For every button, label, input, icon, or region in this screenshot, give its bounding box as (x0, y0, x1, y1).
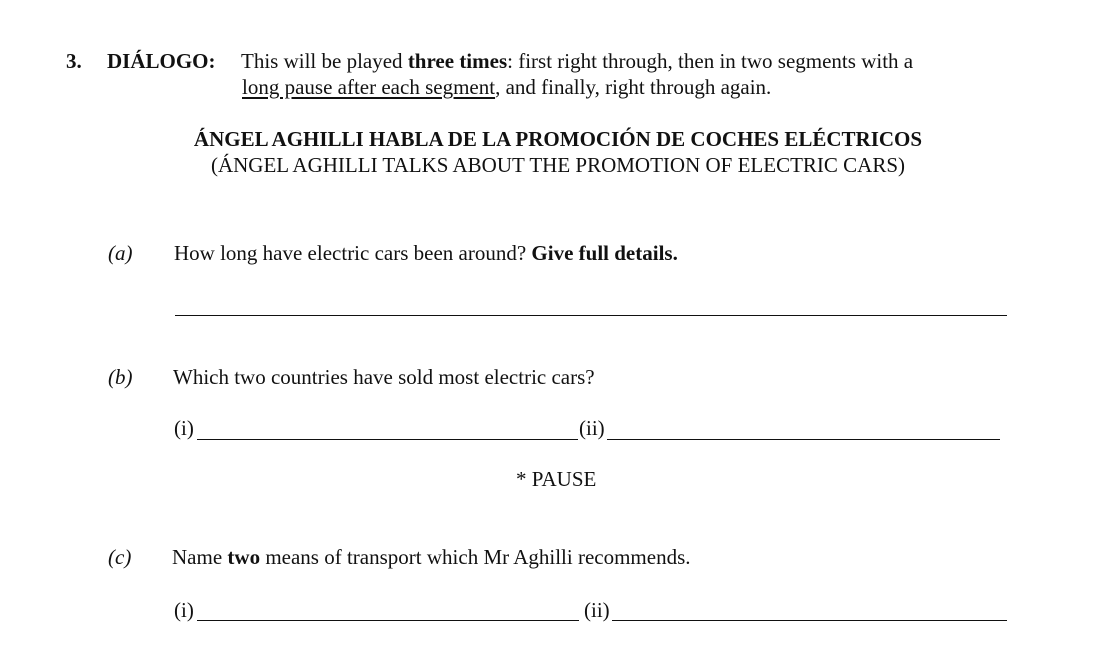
instructions-line-1 (241, 49, 913, 74)
pause-marker: * PAUSE (516, 467, 597, 491)
part-a-emphasis: Give full details. (531, 241, 678, 265)
title-spanish: ÁNGEL AGHILLI HABLA DE LA PROMOCIÓN DE COCHES ELÉCTRICOS (193, 127, 923, 151)
part-c-answer-i-line[interactable] (197, 620, 579, 621)
part-c-answer-ii-line[interactable] (612, 620, 1007, 621)
part-a-label: (a) (108, 241, 133, 265)
title-english: (ÁNGEL AGHILLI TALKS ABOUT THE PROMOTION OF ELECTRIC CARS) (210, 153, 906, 177)
part-c-emphasis: two (227, 545, 261, 569)
part-c-text: means of transport which Mr Aghilli recommends. (260, 545, 691, 569)
part-b-answer-i-line[interactable] (197, 439, 578, 440)
part-a-answer-line[interactable] (175, 315, 1007, 316)
question-number: 3. (66, 49, 82, 73)
part-b-answer-i-label: (i) (174, 416, 194, 440)
part-a-question (174, 241, 678, 266)
instructions-underlined: long pause after each segment (242, 75, 496, 99)
instructions-text: This will be played (241, 49, 408, 73)
instructions-text: : first right through, then in two segments with a (507, 49, 914, 73)
instructions-text: , and finally, right through again. (495, 75, 772, 99)
part-b-label: (b) (108, 365, 133, 389)
instructions-line-2 (242, 75, 771, 100)
part-b-answer-ii-label: (ii) (579, 416, 605, 440)
instructions-emphasis: three times (407, 49, 508, 73)
part-c-text: Name (172, 545, 228, 569)
part-b-question: Which two countries have sold most electric cars? (173, 365, 595, 389)
question-label: DIÁLOGO: (107, 49, 216, 73)
part-c-answer-i-label: (i) (174, 598, 194, 622)
part-a-text: How long have electric cars been around? (174, 241, 532, 265)
part-c-question (172, 545, 691, 570)
part-b-answer-ii-line[interactable] (607, 439, 1000, 440)
part-c-label: (c) (108, 545, 132, 569)
part-c-answer-ii-label: (ii) (584, 598, 610, 622)
